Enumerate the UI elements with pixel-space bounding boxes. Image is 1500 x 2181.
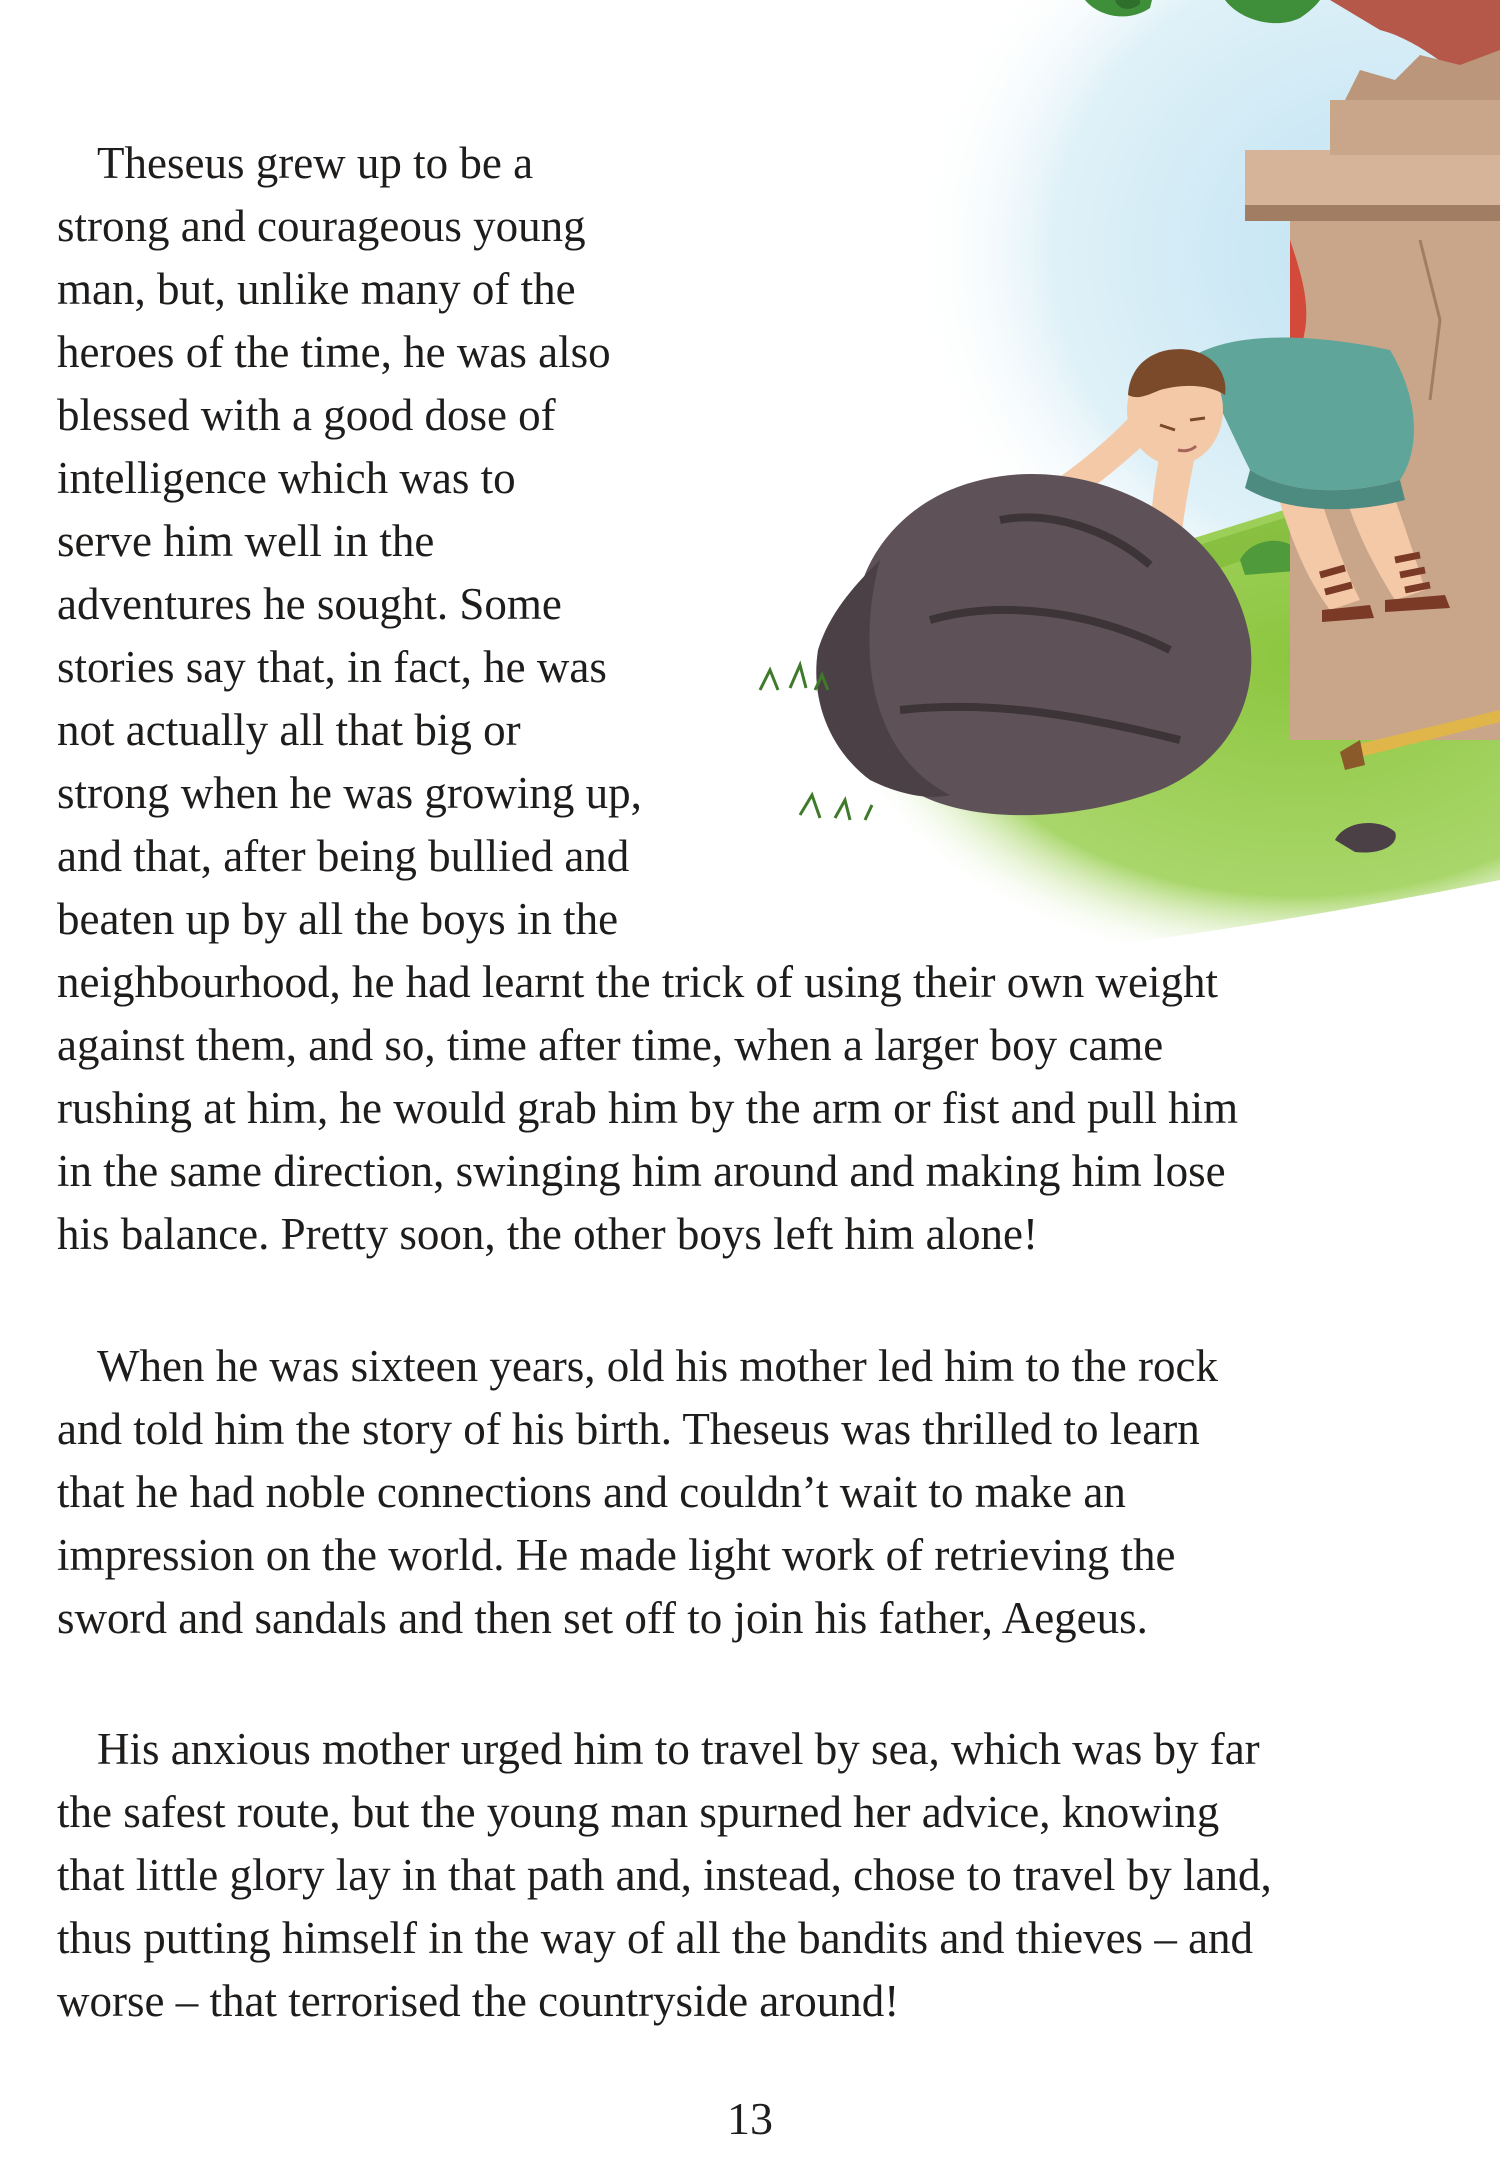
text-line: beaten up by all the boys in the xyxy=(57,894,619,944)
text-line: Theseus grew up to be a xyxy=(97,138,534,188)
text-line: that little glory lay in that path and, instead, chose to travel by land, xyxy=(57,1850,1272,1900)
text-line: serve him well in the xyxy=(57,516,435,566)
text-line: strong when he was growing up, xyxy=(57,768,642,818)
text-line: When he was sixteen years, old his mother led him to the rock xyxy=(97,1341,1218,1391)
text-line: adventures he sought. Some xyxy=(57,579,562,629)
text-line: neighbourhood, he had learnt the trick of using their own weight xyxy=(57,957,1218,1007)
text-line: stories say that, in fact, he was xyxy=(57,642,607,692)
text-line: his balance. Pretty soon, the other boys left him alone! xyxy=(57,1209,1039,1259)
text-line: and told him the story of his birth. Theseus was thrilled to learn xyxy=(57,1404,1200,1454)
text-line: intelligence which was to xyxy=(57,453,516,503)
text-line: strong and courageous young xyxy=(57,201,586,251)
text-line: rushing at him, he would grab him by the arm or fist and pull him xyxy=(57,1083,1239,1133)
page-number: 13 xyxy=(727,2093,773,2144)
text-line: sword and sandals and then set off to join his father, Aegeus. xyxy=(57,1593,1148,1643)
text-line: the safest route, but the young man spurned her advice, knowing xyxy=(57,1787,1220,1837)
text-line: blessed with a good dose of xyxy=(57,390,556,440)
text-line: in the same direction, swinging him around and making him lose xyxy=(57,1146,1226,1196)
text-line: man, but, unlike many of the xyxy=(57,264,576,314)
text-line: His anxious mother urged him to travel by sea, which was by far xyxy=(97,1724,1260,1774)
text-line: that he had noble connections and couldn’t wait to make an xyxy=(57,1467,1126,1517)
text-line: and that, after being bullied and xyxy=(57,831,630,881)
text-line: worse – that terrorised the countryside around! xyxy=(57,1976,900,2026)
text-line: impression on the world. He made light work of retrieving the xyxy=(57,1530,1176,1580)
text-line: against them, and so, time after time, when a larger boy came xyxy=(57,1020,1164,1070)
text-line: heroes of the time, he was also xyxy=(57,327,611,377)
text-line: thus putting himself in the way of all the bandits and thieves – and xyxy=(57,1913,1254,1963)
text-line: not actually all that big or xyxy=(57,705,521,755)
